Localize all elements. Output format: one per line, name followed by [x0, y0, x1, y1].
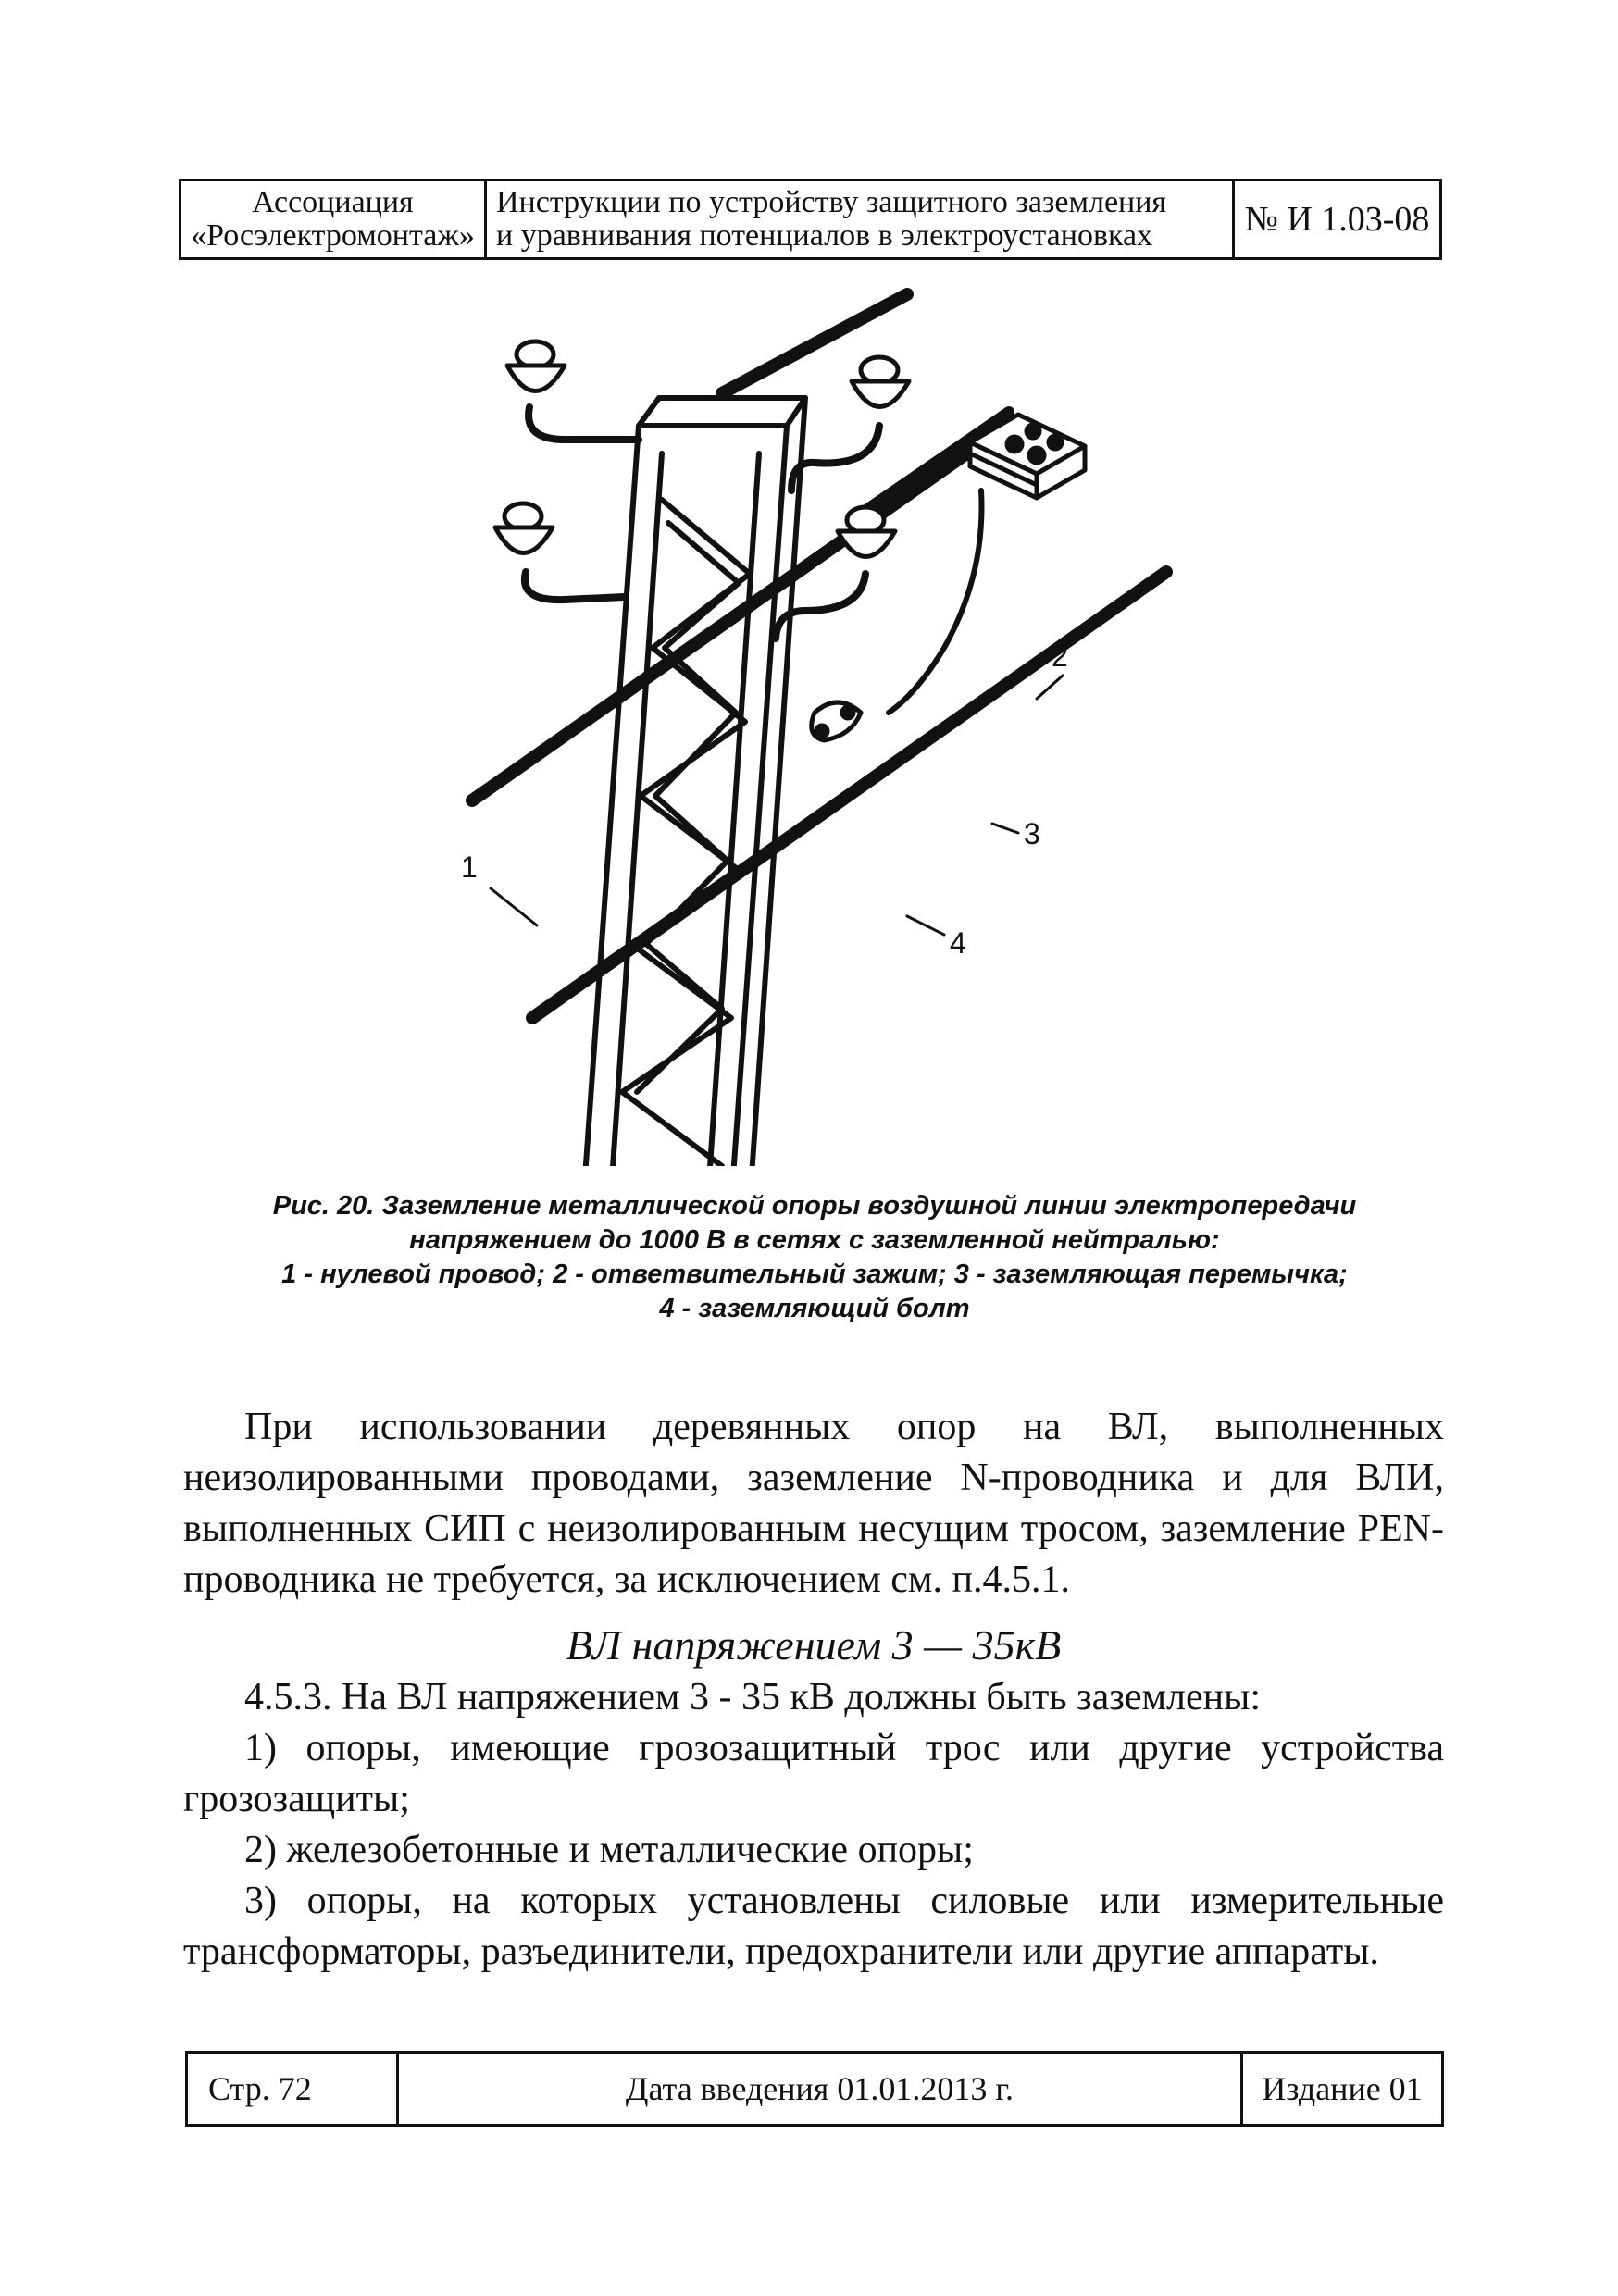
caption-line: 1 - нулевой провод; 2 - ответвительный зажим; 3 - заземляющая перемычка;	[281, 1260, 1348, 1289]
caption-line: Рис. 20. Заземление металлической опоры воздушной линии электропередачи	[272, 1191, 1357, 1221]
document-header	[179, 179, 1442, 260]
organization-cell	[181, 181, 487, 257]
figure-caption	[185, 1189, 1444, 1326]
insulator-top-right	[791, 357, 909, 490]
document-number: № И 1.03-08	[1244, 200, 1430, 239]
grounding-jumper	[889, 490, 982, 713]
organization-name-line1: Ассоциация	[252, 185, 414, 219]
caption-line: напряжением до 1000 В в сетях с заземленной нейтралью:	[409, 1225, 1220, 1255]
body-text	[183, 1402, 1444, 1978]
insulator-mid-left	[495, 503, 625, 600]
pole-grounding-drawing	[426, 278, 1203, 1166]
pole-body	[583, 398, 805, 1166]
paragraph-clause: 4.5.3. На ВЛ напряжением 3 - 35 кВ должны быть заземлены:	[244, 1676, 1262, 1719]
document-number-cell	[1235, 181, 1439, 257]
pole-grounding-figure	[426, 278, 1203, 1166]
figure-label-1: 1	[461, 850, 478, 884]
grounding-bolt	[812, 702, 861, 740]
effective-date: Дата введения 01.01.2013 г.	[399, 2054, 1243, 2124]
figure-label-3: 3	[1024, 817, 1040, 850]
page-number: Стр. 72	[188, 2054, 399, 2124]
figure-label-2: 2	[1052, 639, 1068, 673]
document-title-line1: Инструкции по устройству защитного заземления	[496, 185, 1167, 219]
insulator-top-left	[507, 341, 639, 440]
section-title: ВЛ напряжением 3 — 35кВ	[566, 1621, 1062, 1669]
list-item: 1) опоры, имеющие грозозащитный трос или другие устройства грозозащиты;	[183, 1727, 1444, 1820]
edition: Издание 01	[1262, 2070, 1423, 2107]
figure-label-4: 4	[950, 926, 966, 960]
document-title-line2: и уравнивания потенциалов в электроустановках	[496, 218, 1153, 253]
caption-line: 4 - заземляющий болт	[659, 1294, 970, 1323]
list-item: 2) железобетонные и металлические опоры;	[244, 1829, 974, 1871]
paragraph-wooden-poles: При использовании деревянных опор на ВЛ, выполненных неизолированными проводами, заземление N-проводника и для ВЛИ, выполненных СИП с неизолированным несущим тросом, заземление PEN-проводника не требуется, за исключением см. п.4.5.1.	[183, 1406, 1444, 1601]
document-footer	[185, 2051, 1444, 2127]
organization-name-line2: «Росэлектромонтаж»	[191, 218, 475, 253]
document-title-cell	[487, 181, 1235, 257]
list-item: 3) опоры, на которых установлены силовые или измерительные трансформаторы, разъединители, предохранители или другие аппараты.	[183, 1880, 1444, 1973]
